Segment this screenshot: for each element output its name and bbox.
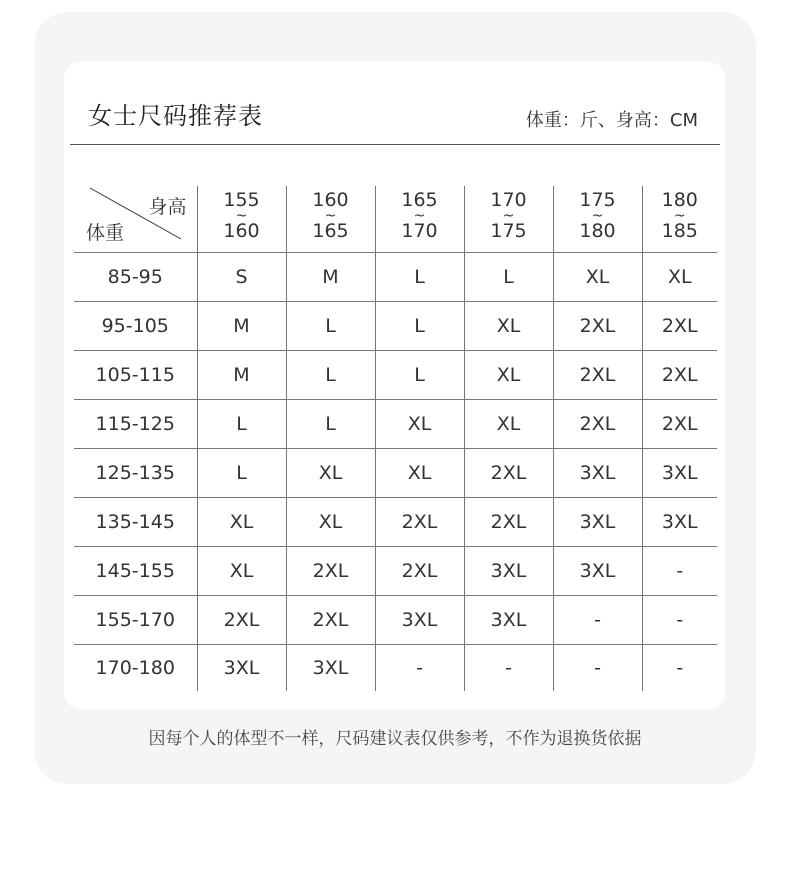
size-cell: XL <box>286 498 375 547</box>
table-row <box>74 449 717 498</box>
height-to: 165 <box>312 220 349 242</box>
height-to: 185 <box>661 220 698 242</box>
table-row <box>74 253 717 302</box>
size-cell: XL <box>464 302 553 351</box>
height-from: 180 <box>661 189 698 211</box>
height-from: 170 <box>490 189 527 211</box>
size-cell: M <box>286 253 375 302</box>
size-cell: S <box>197 253 286 302</box>
weight-axis-label: 体重 <box>86 222 125 244</box>
page-title: 女士尺码推荐表 <box>88 102 263 130</box>
height-column-header <box>642 186 717 253</box>
size-cell: L <box>286 400 375 449</box>
size-cell: 3XL <box>642 498 717 547</box>
height-from: 165 <box>401 189 438 211</box>
table-row <box>74 596 717 645</box>
corner-header-cell <box>74 186 197 253</box>
height-from: 160 <box>312 189 349 211</box>
size-cell: 3XL <box>642 449 717 498</box>
table-row <box>74 351 717 400</box>
weight-range-cell: 125-135 <box>74 449 197 498</box>
size-cell: XL <box>375 400 464 449</box>
table-header-row <box>74 186 717 253</box>
size-cell: 3XL <box>464 596 553 645</box>
height-from: 175 <box>579 189 616 211</box>
size-cell: L <box>464 253 553 302</box>
size-cell: M <box>197 302 286 351</box>
size-cell: 2XL <box>553 351 642 400</box>
weight-range-cell: 85-95 <box>74 253 197 302</box>
size-cell: 3XL <box>553 449 642 498</box>
size-cell: 3XL <box>375 596 464 645</box>
weight-range-cell: 145-155 <box>74 547 197 596</box>
height-to: 180 <box>579 220 616 242</box>
size-cell: XL <box>286 449 375 498</box>
height-to: 175 <box>490 220 527 242</box>
size-cell: L <box>375 351 464 400</box>
size-cell: 3XL <box>553 498 642 547</box>
size-cell: 2XL <box>642 302 717 351</box>
size-cell: XL <box>375 449 464 498</box>
size-cell: XL <box>197 498 286 547</box>
table-row <box>74 302 717 351</box>
range-tilde: ~ <box>413 208 426 224</box>
height-from: 155 <box>223 189 260 211</box>
size-cell: 2XL <box>464 498 553 547</box>
range-tilde: ~ <box>502 208 515 224</box>
weight-range-cell: 170-180 <box>95 657 175 679</box>
size-cell: L <box>197 400 286 449</box>
height-to: 170 <box>401 220 438 242</box>
size-cell: XL <box>464 351 553 400</box>
height-column-header <box>553 186 642 253</box>
table-row <box>74 400 717 449</box>
unit-note: 体重：斤、身高：CM <box>525 110 698 131</box>
size-cell: XL <box>553 253 642 302</box>
size-cell: 2XL <box>286 596 375 645</box>
size-cell: - <box>642 547 717 596</box>
size-cell: L <box>375 253 464 302</box>
size-cell: L <box>197 449 286 498</box>
size-cell: 3XL <box>553 547 642 596</box>
weight-range-cell: 105-115 <box>74 351 197 400</box>
disclaimer-note: 因每个人的体型不一样，尺码建议表仅供参考，不作为退换货依据 <box>148 729 642 749</box>
size-cell: - <box>642 596 717 645</box>
size-table <box>74 186 717 691</box>
size-cell: - <box>553 645 642 692</box>
height-column-header <box>286 186 375 253</box>
size-cell: 2XL <box>197 596 286 645</box>
size-cell: 2XL <box>286 547 375 596</box>
size-cell: 2XL <box>464 449 553 498</box>
range-tilde: ~ <box>673 208 686 224</box>
size-cell: - <box>553 596 642 645</box>
size-cell: XL <box>464 400 553 449</box>
table-row <box>74 498 717 547</box>
range-tilde: ~ <box>235 208 248 224</box>
size-cell: L <box>286 351 375 400</box>
size-cell: 2XL <box>553 400 642 449</box>
table-row <box>74 645 717 692</box>
size-cell: 3XL <box>286 645 375 692</box>
size-cell: 2XL <box>375 498 464 547</box>
height-axis-label: 身高 <box>148 196 187 218</box>
size-cell: XL <box>642 253 717 302</box>
table-row <box>74 547 717 596</box>
size-cell: 2XL <box>553 302 642 351</box>
size-cell: 2XL <box>642 351 717 400</box>
size-cell: - <box>375 645 464 692</box>
size-cell: 3XL <box>464 547 553 596</box>
size-cell: - <box>642 645 717 692</box>
size-cell: M <box>197 351 286 400</box>
size-cell: 3XL <box>197 645 286 692</box>
height-column-header <box>375 186 464 253</box>
size-cell: 2XL <box>375 547 464 596</box>
height-to: 160 <box>223 220 260 242</box>
range-tilde: ~ <box>324 208 337 224</box>
size-cell: 2XL <box>642 400 717 449</box>
weight-range-cell: 135-145 <box>74 498 197 547</box>
size-cell: - <box>464 645 553 692</box>
height-column-header <box>464 186 553 253</box>
size-cell: XL <box>197 547 286 596</box>
weight-range-cell: 95-105 <box>74 302 197 351</box>
header-divider <box>70 144 720 145</box>
size-cell: L <box>286 302 375 351</box>
weight-range-cell: 155-170 <box>74 596 197 645</box>
size-cell: L <box>375 302 464 351</box>
height-column-header <box>197 186 286 253</box>
weight-range-cell: 115-125 <box>74 400 197 449</box>
range-tilde: ~ <box>591 208 604 224</box>
